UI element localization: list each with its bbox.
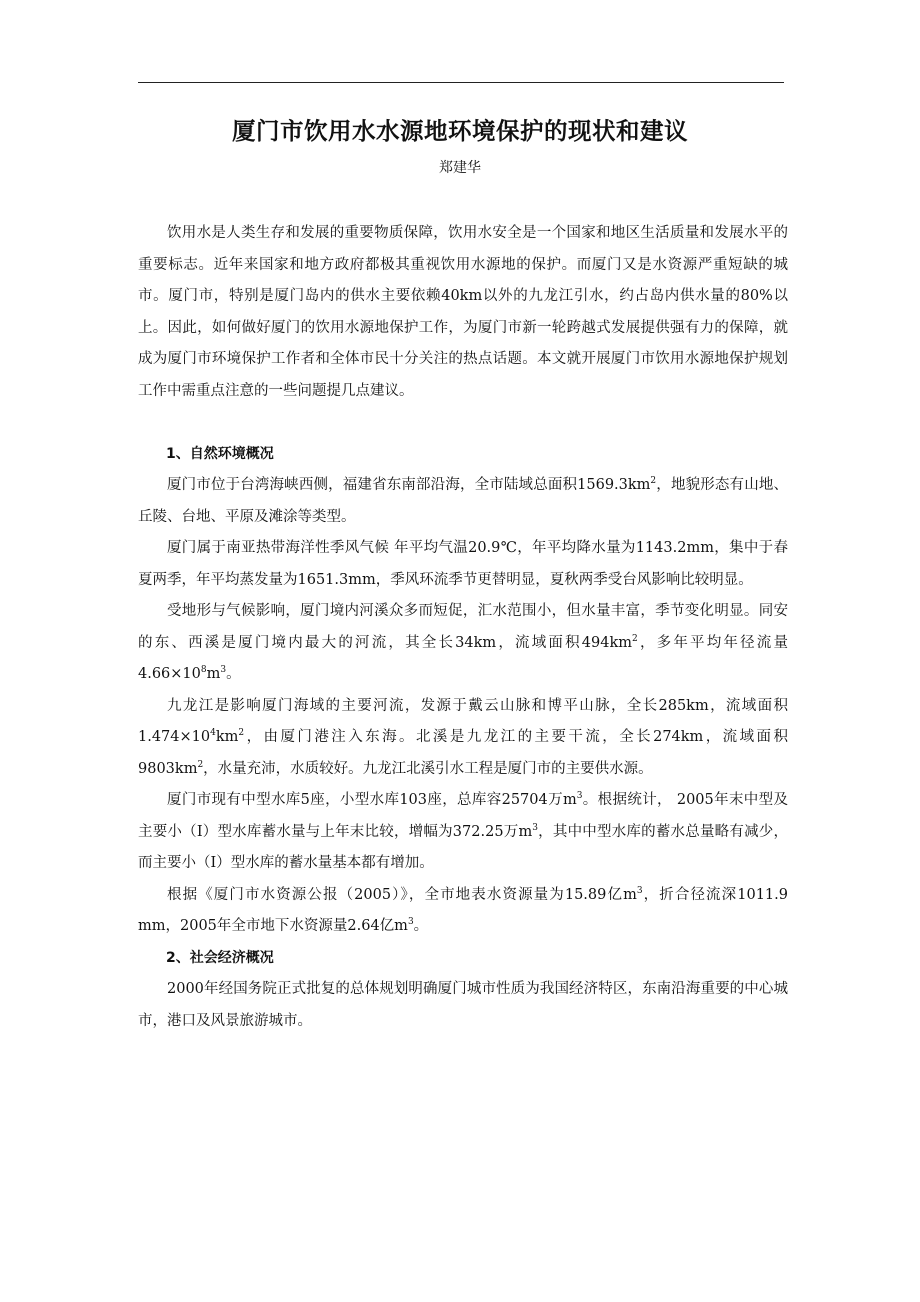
paragraph-rivers: 受地形与气候影响，厦门境内河溪众多而短促，汇水范围小，但水量丰富，季节变化明显。同安的东、西溪是厦门境内最大的河流，其全长34km，流域面积$494km^2$，多年平均年径流量$4.66\times 10^8m^3$。 xyxy=(138,603,789,682)
section-heading-natural-environment: 1、自然环境概况 xyxy=(166,445,274,462)
author-name: 郑建华 xyxy=(439,160,481,176)
paragraph-location: 厦门市位于台湾海峡西侧，福建省东南部沿海，全市陆域总面积$1569.3km^2$，地貌形态有山地、丘陵、台地、平原及滩涂等类型。 xyxy=(138,476,788,525)
paragraph-climate: 厦门属于南亚热带海洋性季风气候 年平均气温20.9℃，年平均降水量为1143.2mm，集中于春夏两季，年平均蒸发量为1651.3mm，季风环流季节更替明显，夏秋两季受台风影响比较明显。 xyxy=(138,540,788,588)
paragraph-jiulong-river: 九龙江是影响厦门海域的主要河流，发源于戴云山脉和博平山脉，全长285km，流域面积$1.474\times 10^4km^2$，由厦门港注入东海。北溪是九龙江的主要干流，全长274km，流域面积$9803km^2$，水量充沛，水质较好。九龙江北溪引水工程是厦门市的主要供水源。 xyxy=(138,697,788,777)
section-heading-socio-economic: 2、社会经济概况 xyxy=(166,949,274,966)
header-rule xyxy=(138,82,784,83)
intro-paragraph: 饮用水是人类生存和发展的重要物质保障，饮用水安全是一个国家和地区生活质量和发展水平的重要标志。近年来国家和地方政府都极其重视饮用水源地的保护。而厦门又是水资源严重短缺的城市。厦门市，特别是厦门岛内的供水主要依赖40km以外的九龙江引水，约占岛内供水量的80%以上。因此，如何做好厦门的饮用水源地保护工作，为厦门市新一轮跨越式发展提供强有力的保障，就成为厦门市环境保护工作者和全体市民十分关注的热点话题。本文就开展厦门市饮用水源地保护规划工作中需重点注意的一些问题提几点建议。 xyxy=(138,225,788,399)
paragraph-water-resources: 根据《厦门市水资源公报（2005）》，全市地表水资源量为15.89亿$m^3$，折合径流深1011.9 mm，2005年全市地下水资源量2.64亿$m^3$。 xyxy=(138,885,788,934)
paragraph-city-nature: 2000年经国务院正式批复的总体规划明确厦门城市性质为我国经济特区，东南沿海重要的中心城市，港口及风景旅游城市。 xyxy=(138,981,788,1029)
paragraph-reservoirs: 厦门市现有中型水库5座，小型水库103座，总库容25704万$m^3$。根据统计， 2005年末中型及主要小（Ⅰ）型水库蓄水量与上年末比较，增幅为372.25万$m^3$，其中中型水库的蓄水总量略有减少，而主要小（Ⅰ）型水库的蓄水量基本都有增加。 xyxy=(138,791,789,871)
document-body xyxy=(138,218,788,1037)
document-title: 厦门市饮用水水源地环境保护的现状和建议 xyxy=(232,117,688,145)
